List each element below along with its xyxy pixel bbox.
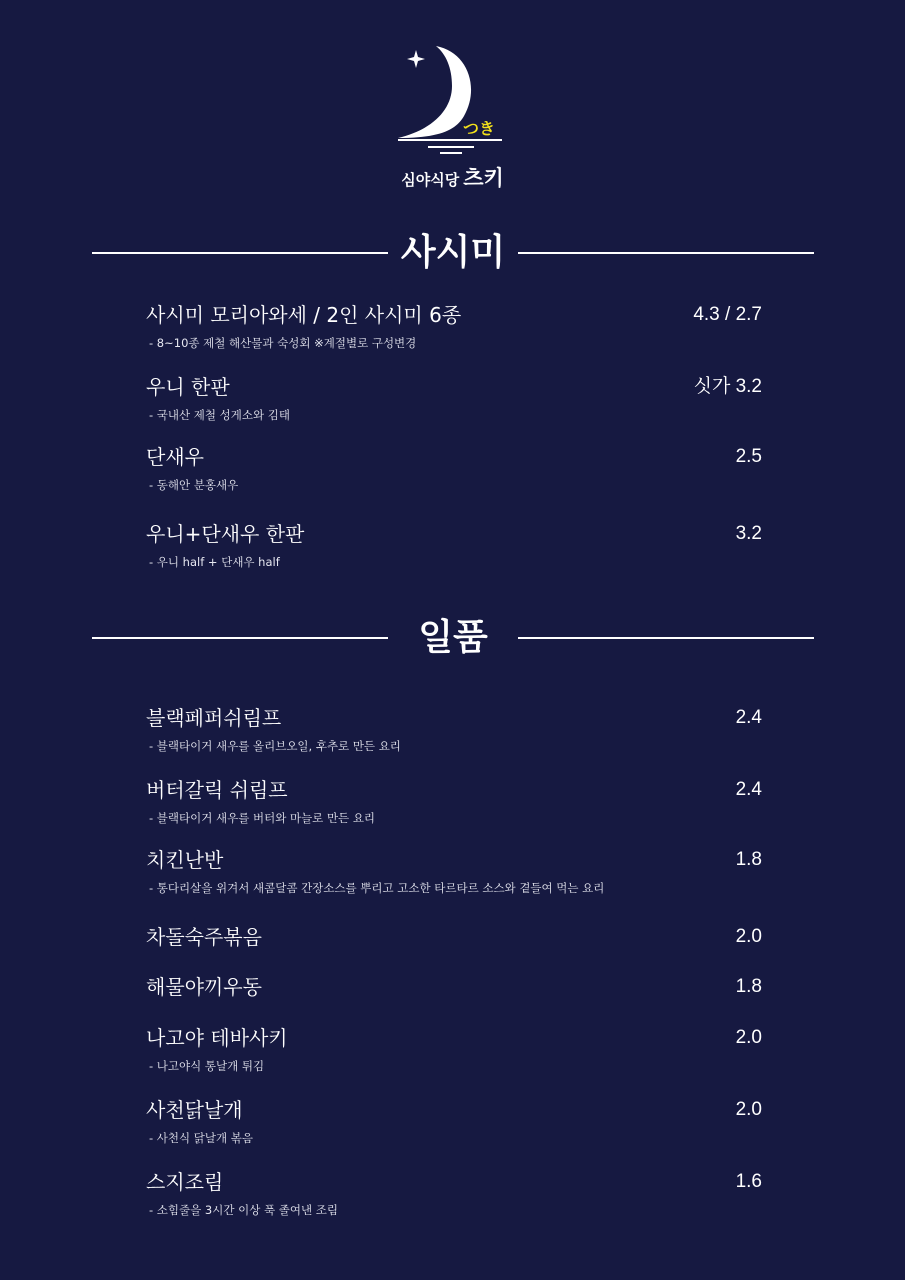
menu-item-price: 1.6 [735, 1171, 762, 1192]
menu-item-description: - 동해안 분홍새우 [149, 478, 239, 492]
menu-item [146, 520, 762, 570]
menu-item-price: 2.0 [735, 926, 762, 947]
menu-item [146, 776, 762, 826]
section-header-sashimi [92, 222, 814, 282]
menu-item-price: 2.4 [735, 707, 762, 728]
restaurant-name-big: 츠키 [463, 165, 504, 190]
divider-left [92, 637, 388, 639]
logo-japanese-text: つき [463, 119, 496, 138]
menu-item-price: 2.0 [735, 1099, 762, 1120]
restaurant-name [0, 162, 905, 192]
menu-item [146, 923, 762, 951]
menu-item-name: 버터갈릭 쉬림프 [146, 778, 288, 802]
menu-item [146, 704, 762, 754]
menu-item-description: - 블랙타이거 새우를 버터와 마늘로 만든 요리 [149, 811, 376, 825]
section-title: 사시미 [400, 231, 506, 273]
section-header-ilpum [92, 607, 814, 667]
menu-item-price: 싯가 3.2 [693, 376, 762, 397]
menu-item [146, 443, 762, 493]
section-title: 일품 [418, 616, 488, 658]
menu-item-name: 우니 한판 [146, 375, 230, 399]
menu-item-price: 3.2 [735, 523, 762, 544]
menu-item-name: 우니+단새우 한판 [146, 522, 305, 546]
menu-item-price: 2.4 [735, 779, 762, 800]
menu-item-price: 1.8 [735, 849, 762, 870]
menu-item-description: - 통다리살을 위겨서 새콤달콤 간장소스를 뿌리고 고소한 타르타르 소스와 곁들여 먹는 요리 [149, 881, 605, 895]
divider-right [518, 252, 814, 254]
restaurant-name-small: 심야식당 [401, 171, 460, 189]
menu-item-description: - 8~10종 제철 해산물과 숙성회 ※계절별로 구성변경 [149, 336, 417, 350]
menu-item-description: - 우니 half + 단새우 half [149, 555, 280, 569]
menu-item [146, 1096, 762, 1146]
menu-item-description: - 사천식 닭날개 볶음 [149, 1131, 253, 1145]
menu-item-name: 스지조림 [146, 1170, 224, 1194]
crescent-moon-icon [388, 38, 518, 158]
menu-item-price: 2.5 [735, 446, 762, 467]
menu-item-name: 단새우 [146, 445, 204, 469]
menu-item [146, 846, 762, 896]
menu-item-name: 나고야 테바사키 [146, 1026, 288, 1050]
menu-item-description: - 나고야식 통날개 튀김 [149, 1059, 265, 1073]
menu-item [146, 373, 762, 423]
menu-item-price: 4.3 / 2.7 [693, 304, 762, 325]
divider-left [92, 252, 388, 254]
menu-item-name: 블랙페퍼쉬림프 [146, 706, 282, 730]
menu-item-name: 사시미 모리아와세 / 2인 사시미 6종 [146, 303, 462, 327]
menu-item-name: 해물야끼우동 [146, 975, 262, 999]
menu-item-price: 2.0 [735, 1027, 762, 1048]
menu-item-name: 사천닭날개 [146, 1098, 243, 1122]
logo [0, 38, 905, 198]
menu-item-description: - 국내산 제철 성게소와 김태 [149, 408, 290, 422]
menu-item [146, 1024, 762, 1074]
menu-item-name: 차돌숙주볶음 [146, 925, 262, 949]
menu-item [146, 1168, 762, 1218]
menu-item-name: 치킨난반 [146, 848, 224, 872]
divider-right [518, 637, 814, 639]
menu-item-description: - 소힘줄을 3시간 이상 푹 졸여낸 조림 [149, 1203, 338, 1217]
menu-item [146, 301, 762, 351]
menu-item-description: - 블랙타이거 새우를 올리브오일, 후추로 만든 요리 [149, 739, 401, 753]
menu-item [146, 973, 762, 1001]
menu-item-price: 1.8 [735, 976, 762, 997]
